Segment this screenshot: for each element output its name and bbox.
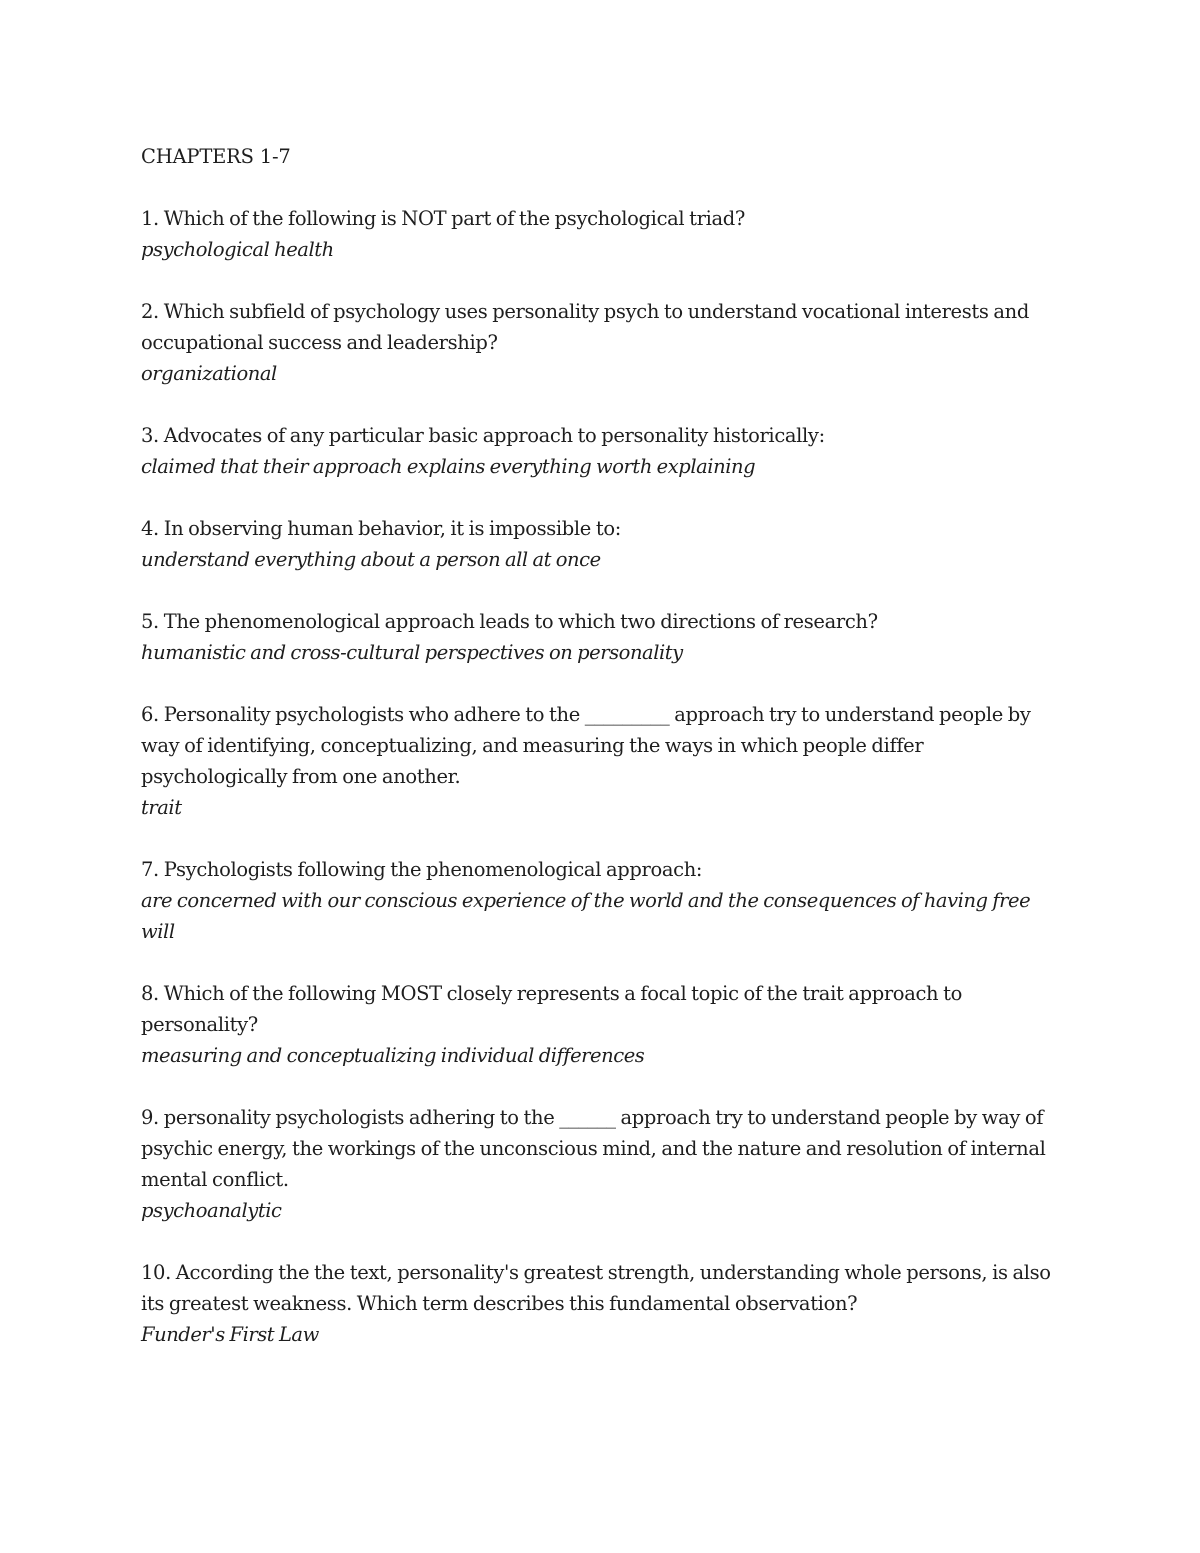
question-text: 10. According the the text, personality's greatest strength, understanding whole persons, is also its greatest weakness. Which term describes this fundamental observation? bbox=[141, 1261, 1051, 1315]
answer-text: measuring and conceptualizing individual differences bbox=[141, 1044, 645, 1067]
answer-text: are concerned with our conscious experience of the world and the consequences of having free will bbox=[141, 889, 1031, 943]
question-text: 6. Personality psychologists who adhere to the _________ approach try to understand people by way of identifying, conceptualizing, and measuring the ways in which people differ psychologically from one another. bbox=[141, 703, 1031, 788]
qa-item-8 bbox=[141, 978, 1060, 1071]
question-text: 5. The phenomenological approach leads to which two directions of research? bbox=[141, 610, 878, 633]
qa-item-5 bbox=[141, 606, 1060, 668]
question-text: 4. In observing human behavior, it is impossible to: bbox=[141, 517, 621, 540]
question-text: 8. Which of the following MOST closely represents a focal topic of the trait approach to personality? bbox=[141, 982, 962, 1036]
answer-text: humanistic and cross-cultural perspectives on personality bbox=[141, 641, 683, 664]
question-text: 3. Advocates of any particular basic approach to personality historically: bbox=[141, 424, 825, 447]
document-heading: CHAPTERS 1-7 bbox=[141, 145, 291, 168]
qa-item-4 bbox=[141, 513, 1060, 575]
qa-item-2 bbox=[141, 296, 1060, 389]
qa-item-7 bbox=[141, 854, 1060, 947]
answer-text: organizational bbox=[141, 362, 277, 385]
answer-text: psychoanalytic bbox=[141, 1199, 282, 1222]
question-text: 9. personality psychologists adhering to the ______ approach try to understand people by way of psychic energy, the workings of the unconscious mind, and the nature and resolution of internal mental conflict. bbox=[141, 1106, 1046, 1191]
question-text: 7. Psychologists following the phenomenological approach: bbox=[141, 858, 703, 881]
answer-text: claimed that their approach explains everything worth explaining bbox=[141, 455, 756, 478]
answer-text: understand everything about a person all at once bbox=[141, 548, 601, 571]
qa-item-10 bbox=[141, 1257, 1060, 1350]
answer-text: trait bbox=[141, 796, 182, 819]
answer-text: Funder's First Law bbox=[141, 1323, 319, 1346]
answer-text: psychological health bbox=[141, 238, 334, 261]
question-text: 2. Which subfield of psychology uses personality psych to understand vocational interests and occupational success and leadership? bbox=[141, 300, 1030, 354]
qa-item-3 bbox=[141, 420, 1060, 482]
question-answer-list bbox=[141, 203, 1060, 1350]
qa-item-6 bbox=[141, 699, 1060, 823]
question-text: 1. Which of the following is NOT part of the psychological triad? bbox=[141, 207, 746, 230]
qa-item-9 bbox=[141, 1102, 1060, 1226]
qa-item-1 bbox=[141, 203, 1060, 265]
